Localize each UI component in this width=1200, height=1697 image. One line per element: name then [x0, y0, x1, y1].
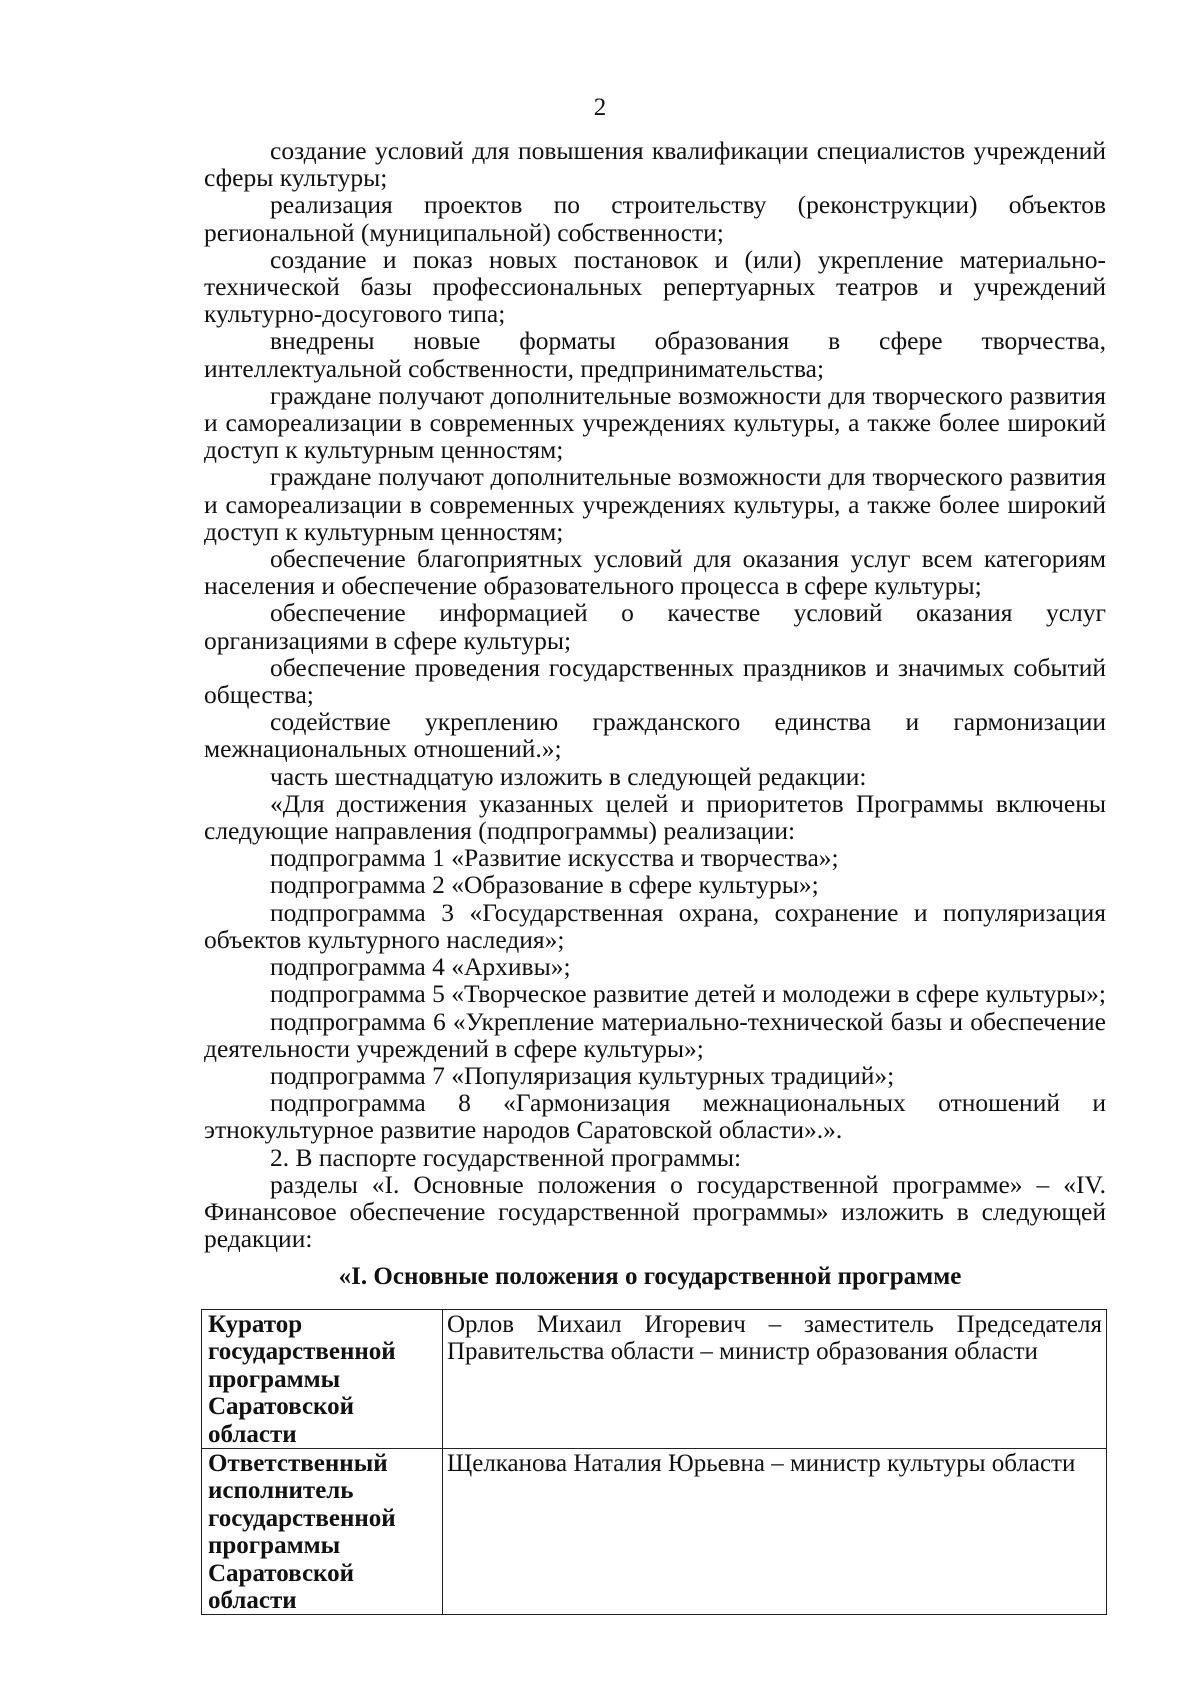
subprogram-item: подпрограмма 2 «Образование в сфере культуры»; — [270, 870, 819, 900]
paragraph: «Для достижения указанных целей и приоритетов Программы включены следующие направления (подпрограммы) реализации: — [204, 788, 1106, 846]
subprogram-item: подпрограмма 4 «Архивы»; — [270, 952, 571, 982]
paragraph: часть шестнадцатую изложить в следующей редакции: — [270, 761, 867, 791]
paragraph: обеспечение проведения государственных праздников и значимых событий общества; — [204, 652, 1106, 710]
paragraph: обеспечение информацией о качестве условий оказания услуг организациями в сфере культуры; — [204, 598, 1106, 655]
paragraph: 2. В паспорте государственной программы: — [270, 1142, 742, 1172]
subprogram-item: подпрограмма 7 «Популяризация культурных традиций»; — [270, 1060, 895, 1090]
row-label: Куратор государственной программы Саратовской области — [202, 1310, 443, 1449]
table-row — [202, 1310, 1107, 1449]
paragraph: создание условий для повышения квалификации специалистов учреждений сферы культуры; — [204, 136, 1106, 193]
paragraph: граждане получают дополнительные возможности для творческого развития и самореализации в современных учреждениях культуры, а также более широкий доступ к культурным ценностям; — [204, 380, 1106, 465]
subprogram-item: подпрограмма 3 «Государственная охрана, сохранение и популяризация объектов культурного наследия»; — [204, 897, 1106, 954]
paragraph: внедрены новые форматы образования в сфере творчества, интеллектуальной собственности, предпринимательства; — [204, 326, 1106, 383]
row-label: Ответственный исполнитель государственной программы Саратовской области — [202, 1449, 443, 1615]
row-value: Орлов Михаил Игоревич – заместитель Председателя Правительства области – министр образования области — [443, 1310, 1107, 1449]
program-passport-table — [201, 1309, 1107, 1615]
row-value: Щелканова Наталия Юрьевна – министр культуры области — [443, 1449, 1107, 1615]
document-body — [204, 137, 1106, 1252]
paragraph: граждане получают дополнительные возможности для творческого развития и самореализации в современных учреждениях культуры, а также более широкий доступ к культурным ценностям; — [204, 462, 1106, 546]
paragraph: обеспечение благоприятных условий для оказания услуг всем категориям населения и обеспечение образовательного процесса в сфере культуры; — [204, 544, 1106, 601]
paragraph: создание и показ новых постановок и (или) укрепление материально-технической базы профессиональных репертуарных театров и учреждений культурно-досугового типа; — [204, 244, 1106, 329]
paragraph: разделы «I. Основные положения о государственной программе» – «IV. Финансовое обеспечение государственной программы» изложить в следующей редакции: — [204, 1169, 1106, 1254]
subprogram-item: подпрограмма 1 «Развитие искусства и творчества»; — [270, 843, 839, 873]
page-number: 2 — [593, 94, 607, 121]
section-title: «I. Основные положения о государственной программе — [338, 1263, 962, 1290]
subprogram-item: подпрограмма 6 «Укрепление материально-технической базы и обеспечение деятельности учреждений в сфере культуры»; — [204, 1006, 1106, 1063]
paragraph: реализация проектов по строительству (реконструкции) объектов региональной (муниципальной) собственности; — [204, 190, 1106, 247]
subprogram-item: подпрограмма 8 «Гармонизация межнациональных отношений и этнокультурное развитие народов Саратовской области».». — [204, 1088, 1106, 1145]
paragraph: содействие укреплению гражданского единства и гармонизации межнациональных отношений.»; — [204, 707, 1106, 764]
subprogram-item: подпрограмма 5 «Творческое развитие детей и молодежи в сфере культуры»; — [270, 979, 1106, 1009]
table-row — [202, 1449, 1107, 1615]
